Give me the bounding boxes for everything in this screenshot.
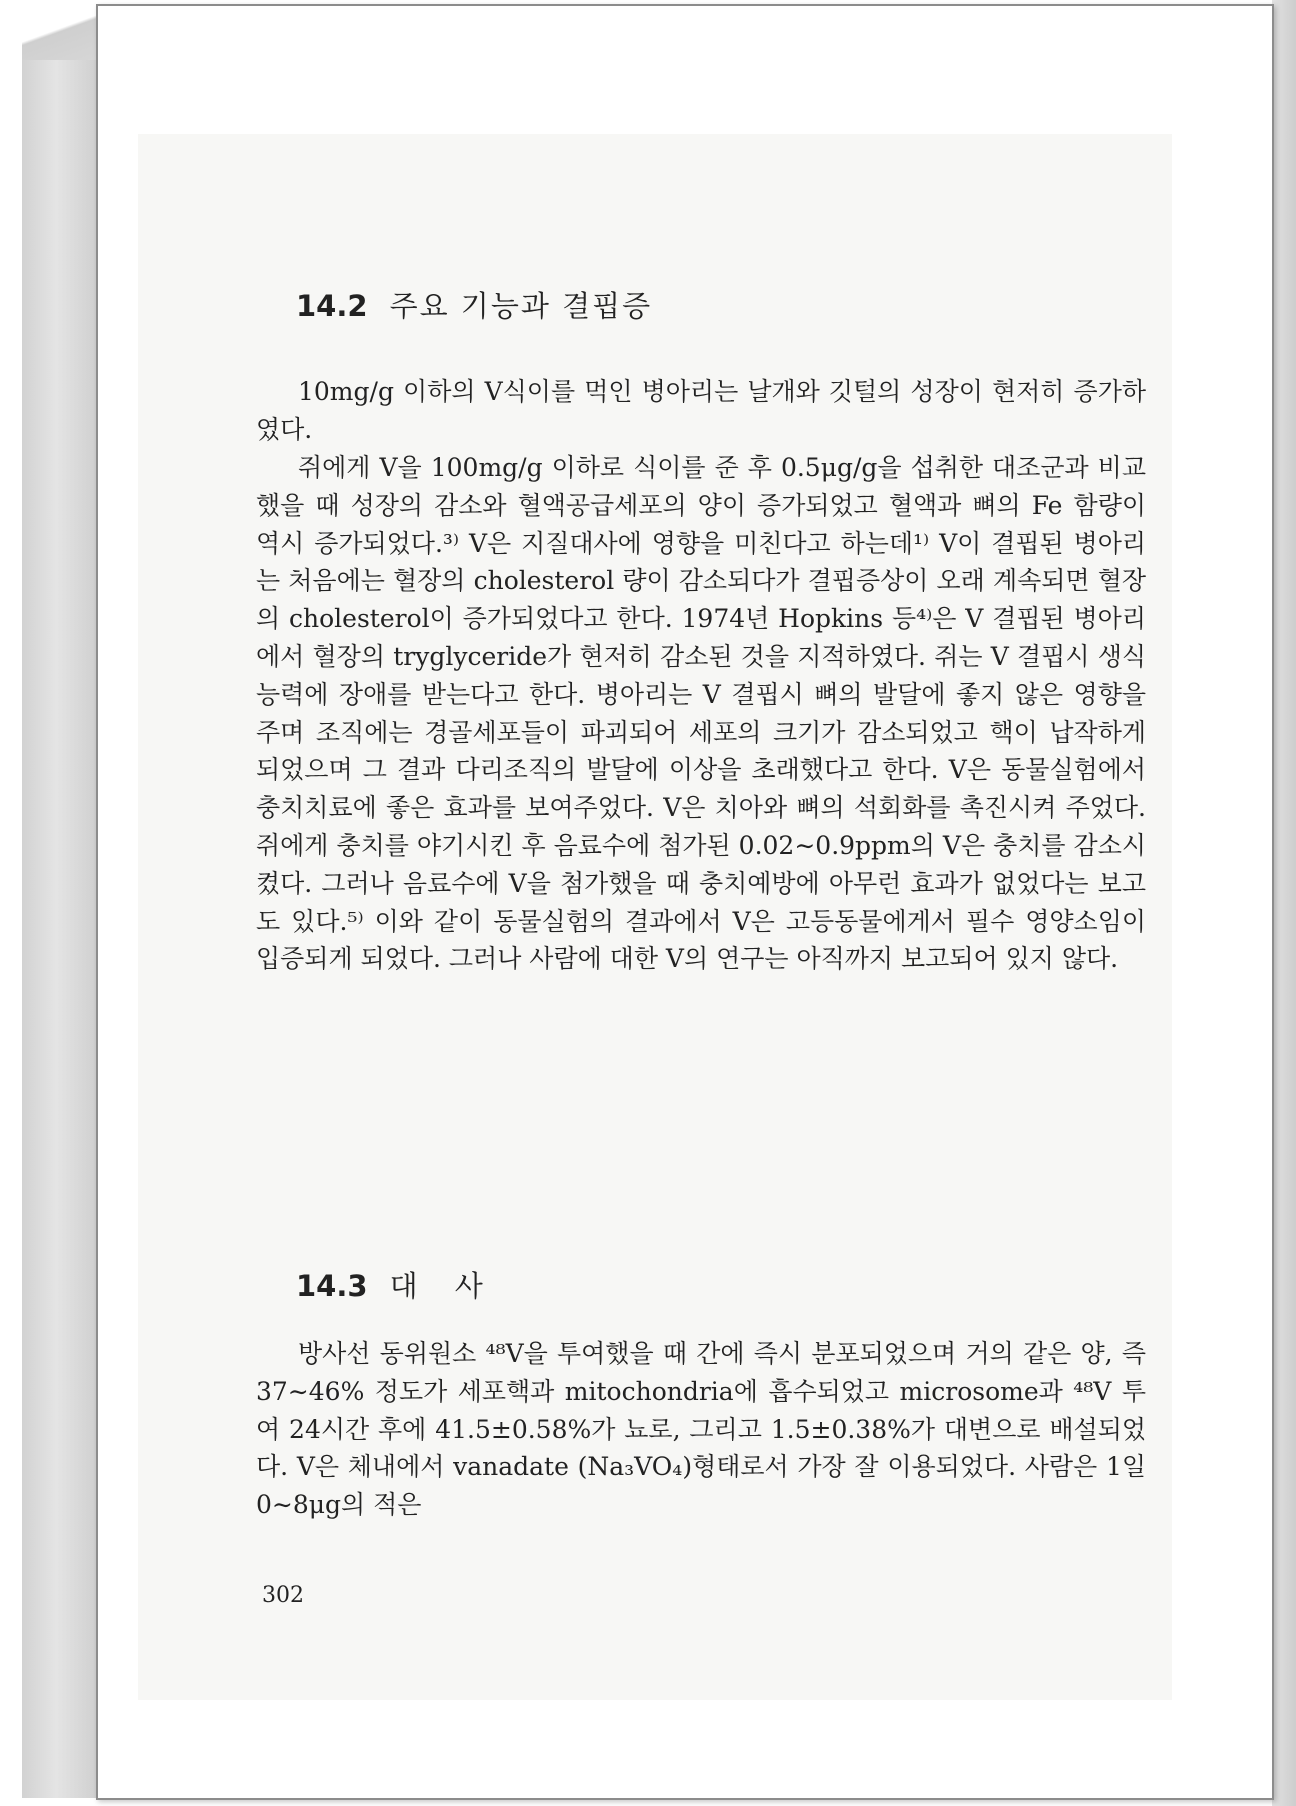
book-spine-top-edge <box>22 0 98 60</box>
book-spine <box>22 6 98 1798</box>
section-number: 14.3 <box>296 1269 368 1303</box>
page-number: 302 <box>262 1583 304 1608</box>
section-heading-14-2 <box>296 284 652 325</box>
paragraph-chick-growth: 10mg/g 이하의 V식이를 먹인 병아리는 날개와 깃털의 성장이 현저히 증가하였다. <box>256 377 1146 444</box>
section-title: 주요 기능과 결핍증 <box>389 289 653 323</box>
section-number: 14.2 <box>296 289 368 323</box>
book-right-edge <box>1272 0 1296 1806</box>
section-title: 대 사 <box>389 1269 497 1303</box>
section-heading-14-3 <box>296 1264 497 1305</box>
paragraph-deficiency-effects: 쥐에게 V을 100mg/g 이하로 식이를 준 후 0.5μg/g을 섭취한 대조군과 비교했을 때 성장의 감소와 혈액공급세포의 양이 증가되었고 혈액과 뼈의 Fe 함량이 역시 증가되었다.³⁾ V은 지질대사에 영향을 미친다고 하는데¹⁾ V이 결핍된 병아리는 처음에는 혈장의 cholesterol 량이 감소되다가 결핍증상이 오래 계속되면 혈장의 cholesterol이 증가되었다고 한다. 1974년 Hopkins 등⁴⁾은 V 결핍된 병아리에서 혈장의 tryglyceride가 현저히 감소된 것을 지적하였다. 쥐는 V 결핍시 생식 능력에 장애를 받는다고 한다. 병아리는 V 결핍시 뼈의 발달에 좋지 않은 영향을 주며 조직에는 경골세포들이 파괴되어 세포의 크기가 감소되었고 핵이 납작하게 되었으며 그 결과 다리조직의 발달에 이상을 초래했다고 한다. V은 동물실험에서 충치치료에 좋은 효과를 보여주었다. V은 치아와 뼈의 석회화를 촉진시켜 주었다. 쥐에게 충치를 야기시킨 후 음료수에 첨가된 0.02∼0.9ppm의 V은 충치를 감소시켰다. 그러나 음료수에 V을 첨가했을 때 충치예방에 아무런 효과가 없었다는 보고도 있다.⁵⁾ 이와 같이 동물실험의 결과에서 V은 고등동물에게서 필수 영양소임이 입증되게 되었다. 그러나 사람에 대한 V의 연구는 아직까지 보고되어 있지 않다. <box>256 453 1146 974</box>
paragraph-metabolism: 방사선 동위원소 ⁴⁸V을 투여했을 때 간에 즉시 분포되었으며 거의 같은 양, 즉 37∼46% 정도가 세포핵과 mitochondria에 흡수되었고 microsome과 ⁴⁸V 투여 24시간 후에 41.5±0.58%가 뇨로, 그리고 1.5±0.38%가 대변으로 배설되었다. V은 체내에서 vanadate (Na₃VO₄)형태로서 가장 잘 이용되었다. 사람은 1일 0∼8μg의 적은 <box>256 1339 1146 1520</box>
